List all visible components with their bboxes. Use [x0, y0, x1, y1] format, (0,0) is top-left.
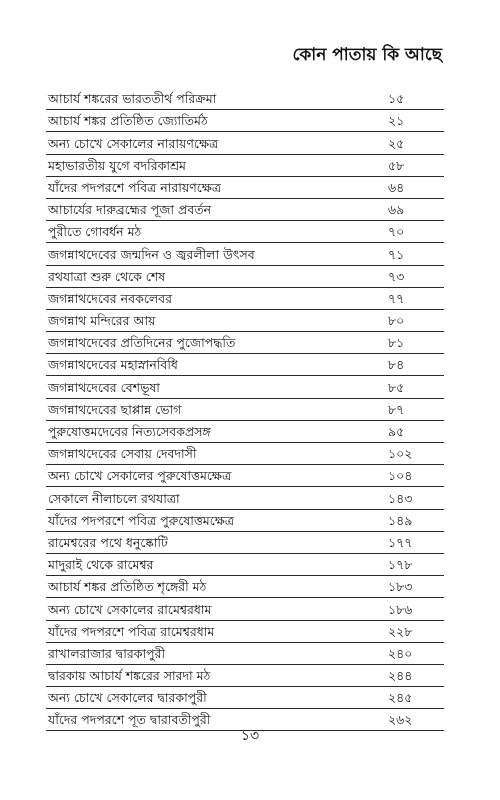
toc-entry-title: আচার্য শঙ্কর প্রতিষ্ঠিত জ্যোতির্মঠ — [48, 113, 208, 129]
toc-row — [46, 687, 444, 709]
toc-row — [46, 376, 444, 398]
toc-row — [46, 88, 444, 110]
toc-entry-title: জগন্নাথদেবের বেশভূষা — [48, 379, 160, 395]
toc-entry-title: যাঁদের পদপরশে পবিত্র নারায়ণক্ষেত্র — [48, 179, 222, 195]
toc-entry-title: আচার্য শঙ্করের ভারততীর্থ পরিক্রমা — [48, 91, 217, 107]
toc-row — [46, 132, 444, 154]
toc-entry-page: ২২৮ — [388, 623, 413, 639]
toc-entry-page: ১৪৯ — [388, 512, 413, 528]
toc-entry-title: যাঁদের পদপরশে পূত দ্বারাবতীপুরী — [48, 712, 211, 728]
toc-entry-title: রথযাত্রা শুরু থেকে শেষ — [48, 268, 166, 284]
toc-row — [46, 465, 444, 487]
toc-entry-title: জগন্নাথ মন্দিরের আয় — [48, 313, 156, 329]
toc-entry-page: ৬৯ — [388, 202, 405, 218]
toc-entry-page: ৫৮ — [388, 157, 405, 173]
toc-entry-title: আচার্য শঙ্কর প্রতিষ্ঠিত শৃঙ্গেরী মঠ — [48, 579, 207, 595]
toc-entry-page: ২৪৫ — [388, 690, 413, 706]
toc-entry-page: ১৫ — [388, 91, 405, 107]
toc-entry-title: জগন্নাথদেবের সেবায় দেবদাসী — [48, 446, 197, 462]
page-number: ১৩ — [240, 728, 260, 744]
toc-entry-title: আচার্যের দারুব্রহ্মের পূজা প্রবর্তন — [48, 202, 212, 218]
toc-row — [46, 288, 444, 310]
toc-row — [46, 554, 444, 576]
toc-entry-title: জগন্নাথদেবের জন্মদিন ও জ্বরলীলা উৎসব — [48, 246, 255, 262]
toc-entry-page: ৭৩ — [388, 268, 405, 284]
toc-row — [46, 110, 444, 132]
toc-entry-page: ১৭৮ — [388, 557, 413, 573]
toc-entry-title: পুরুষোত্তমদেবের নিত্যসেবকপ্রসঙ্গ — [48, 424, 211, 439]
toc-entry-title: অন্য চোখে সেকালের পুরুষোত্তমক্ষেত্র — [48, 468, 232, 484]
toc-entry-title: দ্বারকায় আচার্য শঙ্করের সারদা মঠ — [48, 668, 211, 684]
toc-entry-page: ১৪৩ — [388, 490, 413, 506]
toc-entry-page: ২১ — [388, 113, 405, 129]
toc-row — [46, 310, 444, 332]
toc-entry-page: ৭০ — [388, 224, 405, 240]
toc-entry-title: অন্য চোখে সেকালের রামেশ্বরধাম — [48, 601, 212, 617]
toc-entry-title: জগন্নাথদেবের মহাস্নানবিধি — [48, 357, 178, 373]
toc-row — [46, 221, 444, 243]
toc-entry-page: ৭১ — [388, 246, 405, 262]
toc-entry-title: অন্য চোখে সেকালের নারায়ণক্ষেত্র — [48, 135, 219, 151]
toc-row — [46, 421, 444, 443]
toc-row — [46, 576, 444, 598]
toc-entry-page: ৬৪ — [388, 179, 405, 195]
toc-entry-title: অন্য চোখে সেকালের দ্বারকাপুরী — [48, 690, 207, 706]
toc-entry-title: রামেশ্বরের পথে ধনুষ্কোটি — [48, 534, 168, 550]
toc-entry-page: ২৪০ — [388, 645, 413, 661]
toc-entry-title: রাখালরাজার দ্বারকাপুরী — [48, 645, 166, 661]
table-of-contents — [46, 88, 444, 731]
toc-entry-page: ৮১ — [388, 335, 405, 351]
toc-entry-page: ১৮৩ — [388, 579, 413, 595]
toc-entry-title: যাঁদের পদপরশে পবিত্র রামেশ্বরধাম — [48, 623, 215, 639]
toc-row — [46, 199, 444, 221]
toc-entry-page: ১০৪ — [388, 468, 413, 484]
toc-entry-page: ৮০ — [388, 313, 405, 329]
toc-entry-page: ৮৪ — [388, 357, 405, 373]
toc-entry-title: পুরীতে গোবর্ধন মঠ — [48, 224, 142, 240]
toc-row — [46, 332, 444, 354]
toc-entry-page: ২৬২ — [388, 712, 413, 728]
toc-row — [46, 643, 444, 665]
toc-row — [46, 443, 444, 465]
page-title: কোন পাতায় কি আছে — [292, 45, 442, 65]
toc-entry-title: মাদুরাই থেকে রামেশ্বর — [48, 557, 154, 573]
toc-row — [46, 155, 444, 177]
toc-row — [46, 532, 444, 554]
toc-row — [46, 243, 444, 265]
toc-row — [46, 621, 444, 643]
toc-entry-title: মহাভারতীয় যুগে বদরিকাশ্রম — [48, 157, 187, 173]
toc-row — [46, 665, 444, 687]
toc-entry-page: ৭৭ — [388, 290, 405, 306]
toc-entry-page: ২৪৪ — [388, 668, 413, 684]
toc-entry-page: ২৫ — [388, 135, 405, 151]
toc-entry-title: সেকালে নীলাচলে রথযাত্রা — [48, 490, 180, 506]
toc-row — [46, 487, 444, 509]
toc-entry-page: ৮৭ — [388, 401, 405, 417]
toc-entry-title: জগন্নাথদেবের ছাপ্পান্ন ভোগ — [48, 401, 182, 417]
toc-row — [46, 399, 444, 421]
toc-entry-page: ৮৫ — [388, 379, 405, 395]
toc-row — [46, 598, 444, 620]
toc-entry-title: জগন্নাথদেবের নবকলেবর — [48, 290, 172, 306]
toc-entry-page: ১৭৭ — [388, 534, 413, 550]
toc-entry-page: ১৮৬ — [388, 601, 413, 617]
toc-row — [46, 510, 444, 532]
toc-entry-title: যাঁদের পদপরশে পবিত্র পুরুষোত্তমক্ষেত্র — [48, 512, 235, 528]
toc-row — [46, 177, 444, 199]
toc-row — [46, 354, 444, 376]
toc-entry-page: ১০২ — [388, 446, 413, 462]
toc-entry-title: জগন্নাথদেবের প্রতিদিনের পুজোপদ্ধতি — [48, 335, 236, 351]
toc-entry-page: ৯৫ — [388, 424, 405, 439]
toc-row — [46, 266, 444, 288]
